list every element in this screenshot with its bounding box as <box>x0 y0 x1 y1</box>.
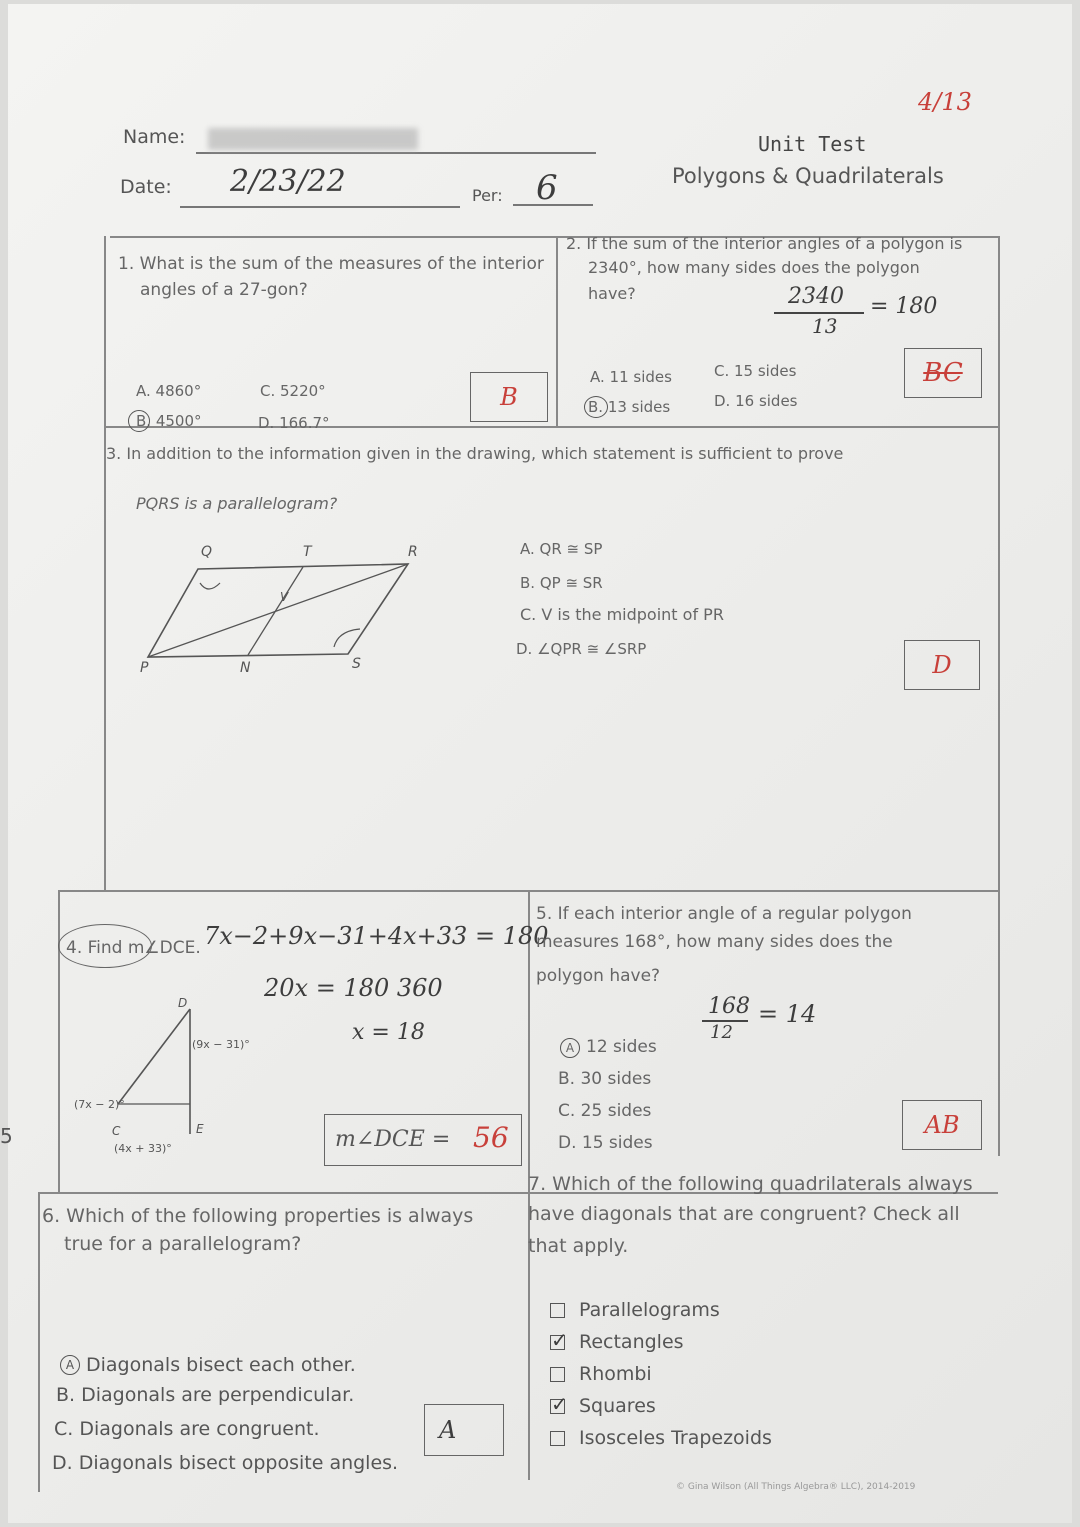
q6-option-a[interactable] <box>60 1354 356 1376</box>
grid-q3-top <box>104 426 1000 428</box>
q6-option-d[interactable]: D. Diagonals bisect opposite angles. <box>52 1452 399 1474</box>
q1-option-a[interactable]: A. 4860° <box>136 382 202 400</box>
q3-label-s: S <box>352 656 361 672</box>
q5-option-a-circle: A <box>560 1038 580 1058</box>
q6-option-a-label: Diagonals bisect each other. <box>86 1354 356 1376</box>
q7-option-label: Parallelograms <box>579 1299 720 1321</box>
q3-answer-box[interactable] <box>904 640 980 690</box>
q4-angle-bottom: (4x + 33)° <box>114 1142 172 1155</box>
q6-option-a-circle: A <box>60 1355 80 1375</box>
q5-work-eq: = 14 <box>758 1000 817 1028</box>
q1-answer-box[interactable] <box>470 372 548 422</box>
q3-option-d[interactable]: D. ∠QPR ≅ ∠SRP <box>516 640 647 658</box>
q3-angle-mark-s <box>334 629 360 647</box>
q7-checkbox-rectangles[interactable]: ✓ <box>551 1327 568 1352</box>
q6-option-b[interactable]: B. Diagonals are perpendicular. <box>56 1384 355 1406</box>
date-line <box>180 206 460 208</box>
q4-angle-top: (9x − 31)° <box>192 1038 250 1051</box>
margin-mark: 5 <box>0 1124 13 1148</box>
q4-ray-diagonal <box>118 1009 190 1104</box>
q2-text-line3: have? <box>588 284 636 303</box>
q5-answer-box[interactable] <box>902 1100 982 1150</box>
q7-text-line3: that apply. <box>528 1235 629 1257</box>
q7-options-list <box>550 1294 772 1454</box>
q4-answer-box[interactable] <box>324 1114 522 1166</box>
q4-work-line3: x = 18 <box>352 1020 425 1045</box>
q4-label-d: D <box>178 996 188 1010</box>
q4-label-c: C <box>112 1124 121 1138</box>
q2-work-eq: = 180 <box>870 294 938 319</box>
worksheet-page <box>8 4 1072 1523</box>
q5-option-d[interactable]: D. 15 sides <box>558 1133 653 1153</box>
q7-checkbox-parallelograms[interactable] <box>550 1303 565 1318</box>
q5-option-b[interactable]: B. 30 sides <box>558 1069 652 1089</box>
q2-answer: BC <box>923 358 963 388</box>
q3-segment-tn <box>248 567 303 655</box>
q5-work-num: 168 <box>708 994 750 1019</box>
q5-text-line3: polygon have? <box>536 966 661 986</box>
q1-answer: B <box>500 383 518 411</box>
q3-parallelogram-diagram <box>138 539 428 679</box>
q7-option-rectangles[interactable] <box>550 1326 772 1358</box>
date-label: Date: <box>120 176 172 198</box>
q3-label-q: Q <box>201 544 213 560</box>
q1-text-line2: angles of a 27-gon? <box>140 280 308 300</box>
q2-text-line1: 2. If the sum of the interior angles of a polygon is <box>566 234 963 253</box>
q4-answer-label: m∠DCE = <box>335 1127 451 1152</box>
q5-text-line1: 5. If each interior angle of a regular polygon <box>536 904 912 924</box>
q4-work-line1: 7x−2+9x−31+4x+33 = 180 <box>204 922 549 950</box>
q1-option-b-circle <box>128 410 150 432</box>
q1-option-c[interactable]: C. 5220° <box>260 382 326 400</box>
q5-text-line2: measures 168°, how many sides does the <box>536 932 893 952</box>
q5-option-a[interactable] <box>560 1032 657 1062</box>
q2-option-d[interactable]: D. 16 sides <box>714 392 798 410</box>
grid-right <box>998 236 1000 1156</box>
q3-diagonal-pr <box>148 564 408 657</box>
test-title: Unit Test <box>758 132 867 156</box>
q2-work-num: 2340 <box>788 284 844 309</box>
q7-checkbox-rhombi[interactable] <box>550 1367 565 1382</box>
q7-option-label: Squares <box>579 1395 656 1417</box>
q3-text-line2: PQRS is a parallelogram? <box>136 494 338 513</box>
q3-label-p: P <box>140 660 149 676</box>
q5-option-c[interactable]: C. 25 sides <box>558 1101 652 1121</box>
q3-text-line1: 3. In addition to the information given in the drawing, which statement is sufficient to prove <box>106 444 844 463</box>
q2-option-c[interactable]: C. 15 sides <box>714 362 797 380</box>
q7-option-label: Rectangles <box>579 1331 684 1353</box>
q3-angle-mark-q <box>200 583 220 589</box>
name-label: Name: <box>123 126 186 148</box>
q6-answer: A <box>439 1416 457 1444</box>
q2-work-den: 13 <box>812 314 838 338</box>
q2-option-b-circle <box>584 396 608 418</box>
q2-option-a[interactable]: A. 11 sides <box>590 368 672 386</box>
q7-option-label: Isosceles Trapezoids <box>579 1427 772 1449</box>
q3-option-b[interactable]: B. QP ≅ SR <box>520 574 603 592</box>
q4-answer: 56 <box>473 1121 509 1154</box>
q5-work-den: 12 <box>710 1022 733 1043</box>
q3-label-n: N <box>240 660 251 676</box>
date-value: 2/23/22 <box>230 164 346 199</box>
q1-option-b[interactable]: B. 4500° <box>136 412 202 430</box>
score: 4/13 <box>918 88 972 116</box>
q6-text-line1: 6. Which of the following properties is always <box>42 1205 474 1227</box>
name-line <box>196 152 596 154</box>
q7-option-label: Rhombi <box>579 1363 652 1385</box>
q4-text: 4. Find m∠DCE. <box>66 938 201 958</box>
q7-option-squares[interactable] <box>550 1390 772 1422</box>
q6-answer-box[interactable] <box>424 1404 504 1456</box>
q2-answer-box[interactable] <box>904 348 982 398</box>
q3-answer: D <box>932 651 952 679</box>
q3-label-v: V <box>280 590 289 604</box>
q7-option-rhombi[interactable] <box>550 1358 772 1390</box>
per-label: Per: <box>472 186 503 205</box>
copyright-footer: © Gina Wilson (All Things Algebra® LLC), 2014-2019 <box>676 1482 916 1492</box>
grid-left-upper <box>104 236 106 890</box>
q2-option-b[interactable]: B. 13 sides <box>588 398 671 416</box>
q7-checkbox-isosceles-trapezoids[interactable] <box>550 1431 565 1446</box>
q5-answer: AB <box>924 1111 960 1139</box>
q5-option-a-label: 12 sides <box>586 1037 657 1057</box>
q7-text-line1: 7. Which of the following quadrilaterals always <box>528 1173 973 1195</box>
q1-text-line1: 1. What is the sum of the measures of the interior <box>118 254 544 274</box>
grid-left-mid <box>58 890 60 1194</box>
q3-label-r: R <box>408 544 418 560</box>
grid-q1q2-divider <box>556 236 558 426</box>
q4-angle-left: (7x − 2)° <box>74 1098 125 1111</box>
q6-option-c[interactable]: C. Diagonals are congruent. <box>54 1418 320 1440</box>
q7-checkbox-squares[interactable]: ✓ <box>551 1391 568 1416</box>
redacted-name <box>208 128 418 150</box>
q3-label-t: T <box>303 544 312 560</box>
test-subtitle: Polygons & Quadrilaterals <box>672 164 944 188</box>
q3-option-c[interactable]: C. V is the midpoint of PR <box>520 605 724 624</box>
q6-text-line2: true for a parallelogram? <box>64 1233 302 1255</box>
q4-angle-diagram <box>108 994 228 1154</box>
q7-option-parallelograms[interactable] <box>550 1294 772 1326</box>
grid-left-lower <box>38 1192 40 1492</box>
q3-option-a[interactable]: A. QR ≅ SP <box>520 540 603 558</box>
per-value: 6 <box>536 168 558 208</box>
q2-text-line2: 2340°, how many sides does the polygon <box>588 258 920 277</box>
q4-label-e: E <box>196 1122 204 1136</box>
q7-option-isosceles-trapezoids[interactable] <box>550 1422 772 1454</box>
q4-work-line2: 20x = 180 360 <box>264 974 443 1002</box>
q7-text-line2: have diagonals that are congruent? Check all <box>528 1203 960 1225</box>
q1-option-d[interactable]: D. 166.7° <box>258 414 330 432</box>
